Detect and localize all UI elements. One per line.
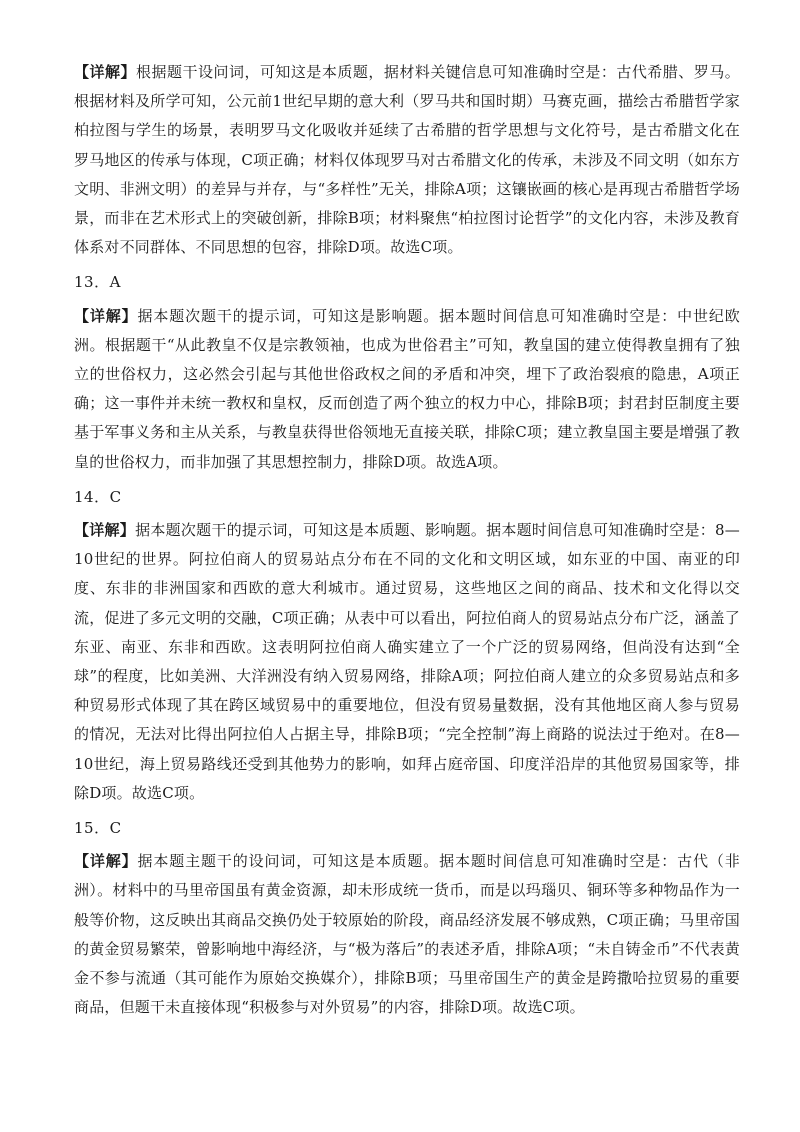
- explanation-text: 据本题次题干的提示词，可知这是影响题。据本题时间信息可知准确时空是：中世纪欧洲。根据题干“从此教皇不仅是宗教领袖，也成为世俗君主”可知，教皇国的建立使得教皇拥有了独立的世俗权力，这必然会引起与其他世俗政权之间的矛盾和冲突，埋下了政治裂痕的隐患，A项正确；这一事件并未统一教权和皇权，反而创造了两个独立的权力中心，排除B项；封君封臣制度主要基于军事义务和主从关系，与教皇获得世俗领地无直接关联，排除C项；建立教皇国主要是增强了教皇的世俗权力，而非加强了其思想控制力，排除D项。故选A项。: [74, 306, 740, 471]
- explanation-tag: 【详解】: [74, 521, 136, 540]
- section-12-explanation: [74, 58, 740, 262]
- explanation-tag: 【详解】: [74, 852, 138, 871]
- section-13: [74, 268, 740, 476]
- explanation-paragraph: [74, 516, 740, 808]
- explanation-tag: 【详解】: [74, 63, 136, 81]
- answer-label: 14．C: [74, 487, 122, 506]
- explanation-paragraph: [74, 302, 740, 477]
- answer-label: 15．C: [74, 819, 122, 838]
- section-14: [74, 483, 740, 808]
- section-15: [74, 814, 740, 1022]
- answer-label: 13．A: [74, 273, 121, 292]
- explanation-paragraph: [74, 847, 740, 1022]
- explanation-paragraph: [74, 58, 740, 262]
- explanation-text: 据本题主题干的设问词，可知这是本质题。据本题时间信息可知准确时空是：古代（非洲）。材料中的马里帝国虽有黄金资源，却未形成统一货币，而是以玛瑙贝、铜环等多种物品作为一般等价物，这反映出其商品交换仍处于较原始的阶段，商品经济发展不够成熟，C项正确；马里帝国的黄金贸易繁荣，曾影响地中海经济，与“极为落后”的表述矛盾，排除A项；“未自铸金币”不代表黄金不参与流通（其可能作为原始交换媒介），排除B项；马里帝国生产的黄金是跨撒哈拉贸易的重要商品，但题干未直接体现“积极参与对外贸易”的内容，排除D项。故选C项。: [74, 852, 740, 1017]
- explanation-text: 据本题次题干的提示词，可知这是本质题、影响题。据本题时间信息可知准确时空是：8—10世纪的世界。阿拉伯商人的贸易站点分布在不同的文化和文明区域，如东亚的中国、南亚的印度、东非的非洲国家和西欧的意大利城市。通过贸易，这些地区之间的商品、技术和文化得以交流，促进了多元文明的交融，C项正确；从表中可以看出，阿拉伯商人的贸易站点分布广泛，涵盖了东亚、南亚、东非和西欧。这表明阿拉伯商人确实建立了一个广泛的贸易网络，但尚没有达到“全球”的程度，比如美洲、大洋洲没有纳入贸易网络，排除A项；阿拉伯商人建立的众多贸易站点和多种贸易形式体现了其在跨区域贸易中的重要地位，但没有贸易量数据，没有其他地区商人参与贸易的情况，无法对比得出阿拉伯人占据主导，排除B项；“完全控制”海上商路的说法过于绝对。在8—10世纪，海上贸易路线还受到其他势力的影响，如拜占庭帝国、印度洋沿岸的其他贸易国家等，排除D项。故选C项。: [74, 521, 740, 802]
- explanation-text: 根据题干设问词，可知这是本质题，据材料关键信息可知准确时空是：古代希腊、罗马。根据材料及所学可知，公元前1世纪早期的意大利（罗马共和国时期）马赛克画，描绘古希腊哲学家柏拉图与学生的场景，表明罗马文化吸收并延续了古希腊的哲学思想与文化符号，是古希腊文化在罗马地区的传承与体现，C项正确；材料仅体现罗马对古希腊文化的传承，未涉及不同文明（如东方文明、非洲文明）的差异与并存，与“多样性”无关，排除A项；这镶嵌画的核心是再现古希腊哲学场景，而非在艺术形式上的突破创新，排除B项；材料聚焦“柏拉图讨论哲学”的文化内容，未涉及教育体系对不同群体、不同思想的包容，排除D项。故选C项。: [74, 63, 740, 257]
- explanation-tag: 【详解】: [74, 306, 138, 325]
